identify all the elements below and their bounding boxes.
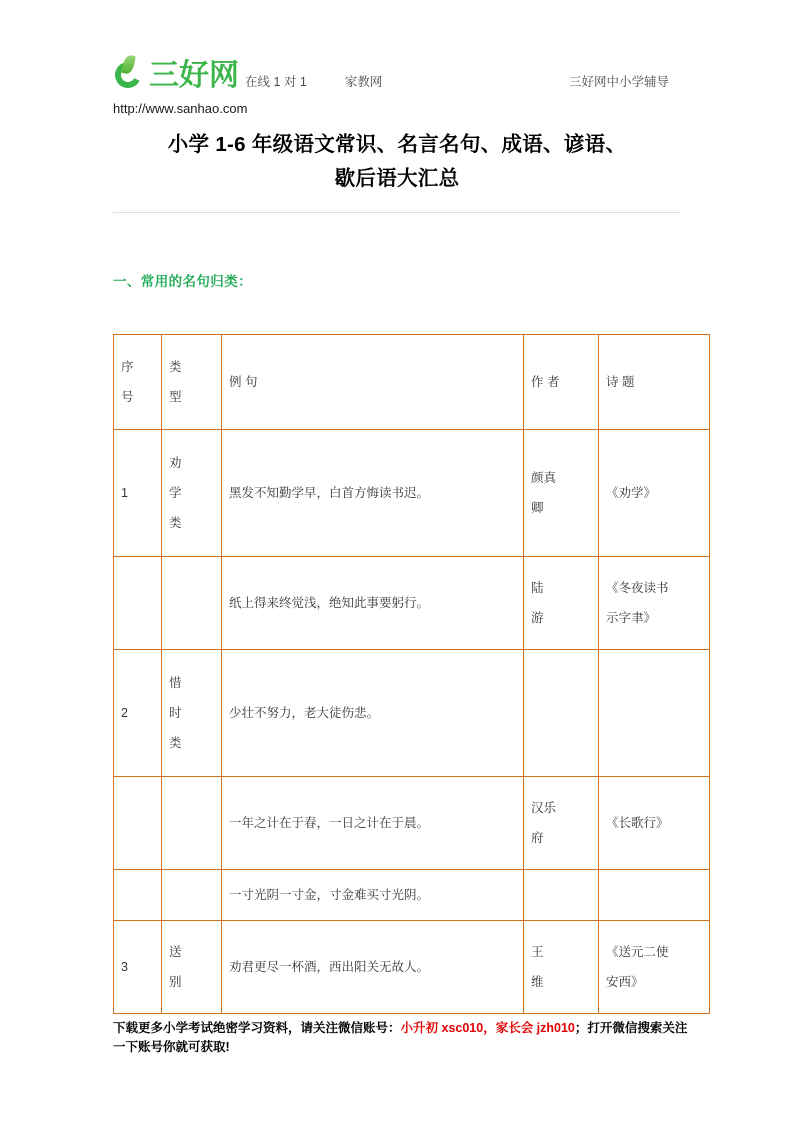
page-header (113, 0, 681, 116)
page-title-line-1: 小学 1-6 年级语文常识、名言名句、成语、谚语、 (167, 133, 627, 156)
footer-wechat-accounts: 小升初 xsc010，家长会 jzh010 (400, 1021, 575, 1035)
brand-row (113, 52, 681, 92)
cell-author-line: 维 (531, 975, 544, 989)
cell-type-char: 类 (169, 736, 182, 750)
cell-type (162, 870, 222, 921)
table-row (114, 921, 710, 1014)
cell-poem-line: 《劝学》 (606, 486, 657, 500)
header-tagline-tutoring: 家教网 (344, 75, 383, 89)
cell-quote: 纸上得来终觉浅，绝知此事要躬行。 (222, 557, 524, 650)
cell-quote: 一年之计在于春，一日之计在于晨。 (222, 777, 524, 870)
cell-poem (599, 870, 710, 921)
cell-type-char: 别 (169, 975, 182, 989)
header-cell-type (162, 335, 222, 430)
header-num-char-2: 号 (121, 390, 134, 404)
header-cell-num (114, 335, 162, 430)
cell-poem-line: 示字聿》 (606, 611, 657, 625)
cell-author-line: 游 (531, 611, 544, 625)
cell-type-char: 时 (169, 706, 182, 720)
site-url: http://www.sanhao.com (113, 101, 248, 116)
cell-poem (599, 557, 710, 650)
cell-num (114, 777, 162, 870)
cell-quote: 少壮不努力，老大徒伤悲。 (222, 650, 524, 777)
cell-author-line: 颜真 (531, 471, 557, 485)
cell-type-char: 惜 (169, 676, 182, 690)
cell-num: 2 (114, 650, 162, 777)
header-type-char-2: 型 (169, 390, 182, 404)
cell-type (162, 921, 222, 1014)
cell-poem-line: 《冬夜读书 (606, 581, 669, 595)
header-type-char-1: 类 (169, 360, 182, 374)
header-cell-author: 作 者 (524, 335, 599, 430)
cell-type (162, 650, 222, 777)
header-num-char-1: 序 (121, 360, 134, 374)
cell-quote: 劝君更尽一杯酒，西出阳关无故人。 (222, 921, 524, 1014)
cell-author (524, 650, 599, 777)
cell-poem-line: 《长歌行》 (606, 816, 669, 830)
cell-type (162, 557, 222, 650)
cell-author-line: 王 (531, 945, 544, 959)
header-cell-poem: 诗 题 (599, 335, 710, 430)
cell-poem (599, 777, 710, 870)
footer-text-part-3: 下账号你就可获取! (125, 1040, 230, 1054)
table-row (114, 430, 710, 557)
cell-type-char: 类 (169, 516, 182, 530)
section-heading: 一、常用的名句归类： (113, 274, 252, 289)
cell-type-char: 送 (169, 945, 182, 959)
title-divider (113, 212, 681, 213)
table-row (114, 777, 710, 870)
footer-text-part-1: 下载更多小学考试绝密学习资料，请关注微信账号： (113, 1021, 401, 1035)
header-cell-quote: 例 句 (222, 335, 524, 430)
table-row (114, 650, 710, 777)
cell-author (524, 870, 599, 921)
cell-poem (599, 650, 710, 777)
famous-quotes-table-wrap (113, 334, 681, 1014)
cell-poem (599, 921, 710, 1014)
cell-num (114, 557, 162, 650)
page-title-line-2: 歇后语大汇总 (334, 167, 460, 190)
cell-quote: 一寸光阴一寸金，寸金难买寸光阴。 (222, 870, 524, 921)
cell-author-line: 陆 (531, 581, 544, 595)
cell-quote: 黑发不知勤学早，白首方悔读书迟。 (222, 430, 524, 557)
cell-author (524, 921, 599, 1014)
cell-author-line: 汉乐 (531, 801, 557, 815)
cell-type (162, 430, 222, 557)
header-right-text: 三好网中小学辅导 (568, 75, 669, 89)
brand-name: 三好网 (149, 58, 239, 93)
cell-num: 3 (114, 921, 162, 1014)
cell-author (524, 430, 599, 557)
cell-author (524, 777, 599, 870)
cell-author-line: 府 (531, 831, 544, 845)
footer-text-part-2: ；打开微信搜索关注一 (113, 1021, 688, 1054)
page-footer (113, 1019, 689, 1057)
sanhao-leaf-logo-icon (113, 56, 147, 92)
cell-type (162, 777, 222, 870)
cell-num (114, 870, 162, 921)
famous-quotes-table (113, 334, 710, 1014)
cell-num: 1 (114, 430, 162, 557)
cell-poem (599, 430, 710, 557)
table-header-row (114, 335, 710, 430)
cell-type-char: 学 (169, 486, 182, 500)
cell-author-line: 卿 (531, 501, 544, 515)
table-row (114, 870, 710, 921)
cell-author (524, 557, 599, 650)
cell-type-char: 劝 (169, 456, 182, 470)
cell-poem-line: 安西》 (606, 975, 644, 989)
page-title (113, 128, 681, 196)
header-tagline-online: 在线 1 对 1 (245, 75, 307, 89)
cell-poem-line: 《送元二使 (606, 945, 669, 959)
table-row (114, 557, 710, 650)
